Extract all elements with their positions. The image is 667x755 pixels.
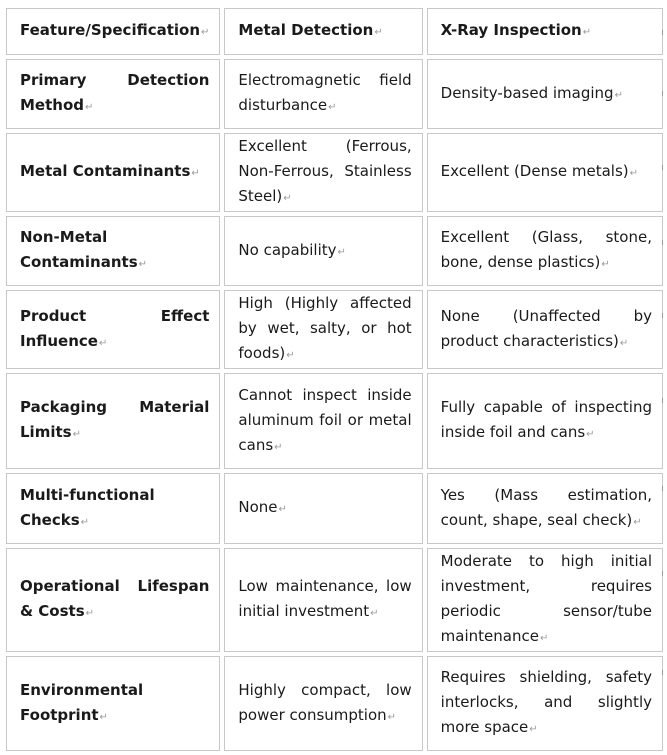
paragraph-mark-icon xyxy=(586,429,594,440)
paragraph-mark-icon xyxy=(201,27,209,38)
metal-detection-cell: None ↵ xyxy=(224,473,422,544)
row-end-marker xyxy=(662,91,663,96)
paragraph-mark-icon xyxy=(328,102,336,113)
xray-inspection-cell: Fully capable of inspecting inside foil and cans ↵ xyxy=(427,373,663,469)
table-row xyxy=(6,290,663,369)
paragraph-mark-icon xyxy=(100,712,108,723)
xray-inspection-cell: Excellent (Glass, stone, bone, dense plastics) ↵ xyxy=(427,216,663,286)
table-row xyxy=(6,59,663,129)
feature-cell: Non-Metal Contaminants ↵ xyxy=(6,216,220,286)
paragraph-mark-icon xyxy=(139,259,147,270)
xray-inspection-cell: Excellent (Dense metals) ↵ xyxy=(427,133,663,212)
row-end-marker xyxy=(662,313,663,318)
header-feature: Feature/Specification ↵ xyxy=(6,8,220,55)
paragraph-mark-icon xyxy=(86,608,94,619)
header-metal-detection: Metal Detection ↵ xyxy=(224,8,422,55)
header-row xyxy=(6,8,663,55)
paragraph-mark-icon xyxy=(191,168,199,179)
row-end-marker xyxy=(662,486,663,491)
xray-inspection-cell: Yes (Mass estimation, count, shape, seal check) ↵ xyxy=(427,473,663,544)
feature-cell: Environmental Footprint ↵ xyxy=(6,656,220,751)
paragraph-mark-icon xyxy=(540,633,548,644)
feature-cell: Packaging Material Limits ↵ xyxy=(6,373,220,469)
table-row xyxy=(6,473,663,544)
paragraph-mark-icon xyxy=(633,517,641,528)
header-xray-inspection: X-Ray Inspection ↵ xyxy=(427,8,663,55)
paragraph-mark-icon xyxy=(620,338,628,349)
xray-inspection-cell: Density-based imaging ↵ xyxy=(427,59,663,129)
paragraph-mark-icon xyxy=(615,90,623,101)
paragraph-mark-icon xyxy=(583,27,591,38)
metal-detection-cell: Highly compact, low power consumption ↵ xyxy=(224,656,422,751)
feature-cell: Primary Detection Method ↵ xyxy=(6,59,220,129)
paragraph-mark-icon xyxy=(338,247,346,258)
row-end-marker xyxy=(662,165,663,170)
metal-detection-cell: Excellent (Ferrous, Non-Ferrous, Stainless Steel) ↵ xyxy=(224,133,422,212)
row-end-marker xyxy=(662,670,663,675)
metal-detection-cell: High (Highly affected by wet, salty, or hot foods) ↵ xyxy=(224,290,422,369)
paragraph-mark-icon xyxy=(81,517,89,528)
paragraph-mark-icon xyxy=(630,168,638,179)
row-end-marker xyxy=(662,398,663,403)
metal-detection-cell: Electromagnetic field disturbance ↵ xyxy=(224,59,422,129)
table-row xyxy=(6,216,663,286)
paragraph-mark-icon xyxy=(374,27,382,38)
paragraph-mark-icon xyxy=(279,504,287,515)
feature-cell: Product Effect Influence ↵ xyxy=(6,290,220,369)
paragraph-mark-icon xyxy=(85,102,93,113)
paragraph-mark-icon xyxy=(370,608,378,619)
feature-cell: Metal Contaminants ↵ xyxy=(6,133,220,212)
paragraph-mark-icon xyxy=(388,712,396,723)
xray-inspection-cell: Moderate to high initial investment, requires periodic sensor/tube maintenance ↵ xyxy=(427,548,663,652)
paragraph-mark-icon xyxy=(601,259,609,270)
table-row xyxy=(6,548,663,652)
row-end-marker xyxy=(662,240,663,245)
xray-inspection-cell: None (Unaffected by product characteristics) ↵ xyxy=(427,290,663,369)
metal-detection-cell: Low maintenance, low initial investment ↵ xyxy=(224,548,422,652)
feature-cell: Operational Lifespan & Costs ↵ xyxy=(6,548,220,652)
table-row xyxy=(6,133,663,212)
row-end-marker xyxy=(662,571,663,576)
table-row xyxy=(6,373,663,469)
paragraph-mark-icon xyxy=(99,338,107,349)
metal-detection-cell: No capability ↵ xyxy=(224,216,422,286)
paragraph-mark-icon xyxy=(274,442,282,453)
table-row xyxy=(6,656,663,751)
paragraph-mark-icon xyxy=(286,350,294,361)
paragraph-mark-icon xyxy=(73,429,81,440)
row-end-marker xyxy=(662,30,663,35)
metal-detection-cell: Cannot inspect inside aluminum foil or metal cans ↵ xyxy=(224,373,422,469)
feature-cell: Multi-functional Checks ↵ xyxy=(6,473,220,544)
paragraph-mark-icon xyxy=(283,193,291,204)
comparison-table xyxy=(2,4,667,755)
xray-inspection-cell: Requires shielding, safety interlocks, and slightly more space ↵ xyxy=(427,656,663,751)
paragraph-mark-icon xyxy=(529,724,537,735)
